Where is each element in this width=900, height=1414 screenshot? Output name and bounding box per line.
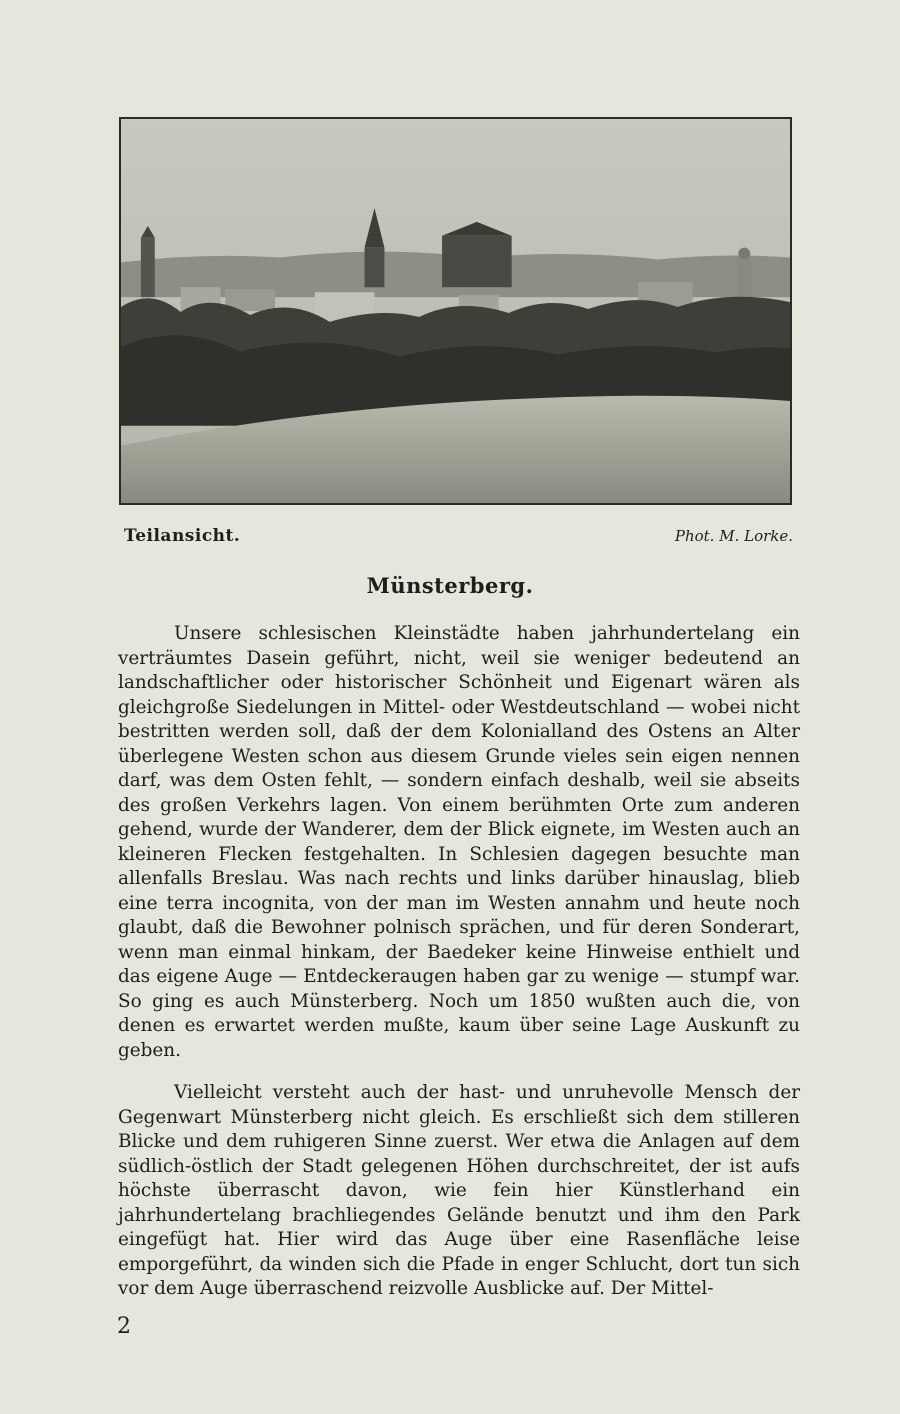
page-number: 2: [117, 1314, 131, 1339]
article-title: Münsterberg.: [366, 573, 534, 598]
town-view-photo: [119, 117, 792, 505]
photo-credit: Phot. M. Lorke.: [674, 527, 793, 545]
article-body: [118, 622, 800, 1302]
paragraph: Unsere schlesischen Kleinstädte haben jahrhundertelang ein verträumtes Dasein geführt, nicht, weil sie weniger bedeutend an landschaftlicher oder historischer Schönheit und Eigenart wären als gleichgroße Siedelungen in Mittel- oder Westdeutschland — wobei nicht bestritten werden soll, daß der dem Kolonialland des Ostens an Alter überlegene Westen schon aus diesem Grunde vieles sein eigen nennen darf, was dem Osten fehlt, — sondern einfach deshalb, weil sie abseits des großen Verkehrs lagen. Von einem berühmten Orte zum anderen gehend, wurde der Wanderer, dem der Blick eignete, im Westen auch an kleineren Flecken festgehalten. In Schlesien dagegen besuchte man allenfalls Breslau. Was nach rechts und links darüber hinauslag, blieb eine terra incognita, von der man im Westen annahm und heute noch glaubt, daß die Bewohner polnisch sprächen, und für deren Sonderart, wenn man einmal hinkam, der Baedeker keine Hinweise enthielt und das eigene Auge — Entdeckeraugen haben gar zu wenige — stumpf war. So ging es auch Münsterberg. Noch um 1850 wußten auch die, von denen es erwartet werden mußte, kaum über seine Lage Auskunft zu geben.: [118, 623, 800, 1061]
town-view-illustration: [121, 119, 790, 503]
photo-caption: Teilansicht.: [124, 526, 241, 546]
paragraph: Vielleicht versteht auch der hast- und unruhevolle Mensch der Gegenwart Münsterberg nicht gleich. Es erschließt sich dem stilleren Blicke und dem ruhigeren Sinne zuerst. Wer etwa die Anlagen auf dem südlich-östlich der Stadt gelegenen Höhen durchschreitet, der ist aufs höchste überrascht davon, wie fein hier Künstlerhand ein jahrhundertelang brachliegendes Gelände benutzt und ihm den Park eingefügt hat. Hier wird das Auge über eine Rasenfläche leise emporgeführt, da winden sich die Pfade in enger Schlucht, dort tun sich vor dem Auge überraschend reizvolle Ausblicke auf. Der Mittel-: [118, 1082, 800, 1299]
